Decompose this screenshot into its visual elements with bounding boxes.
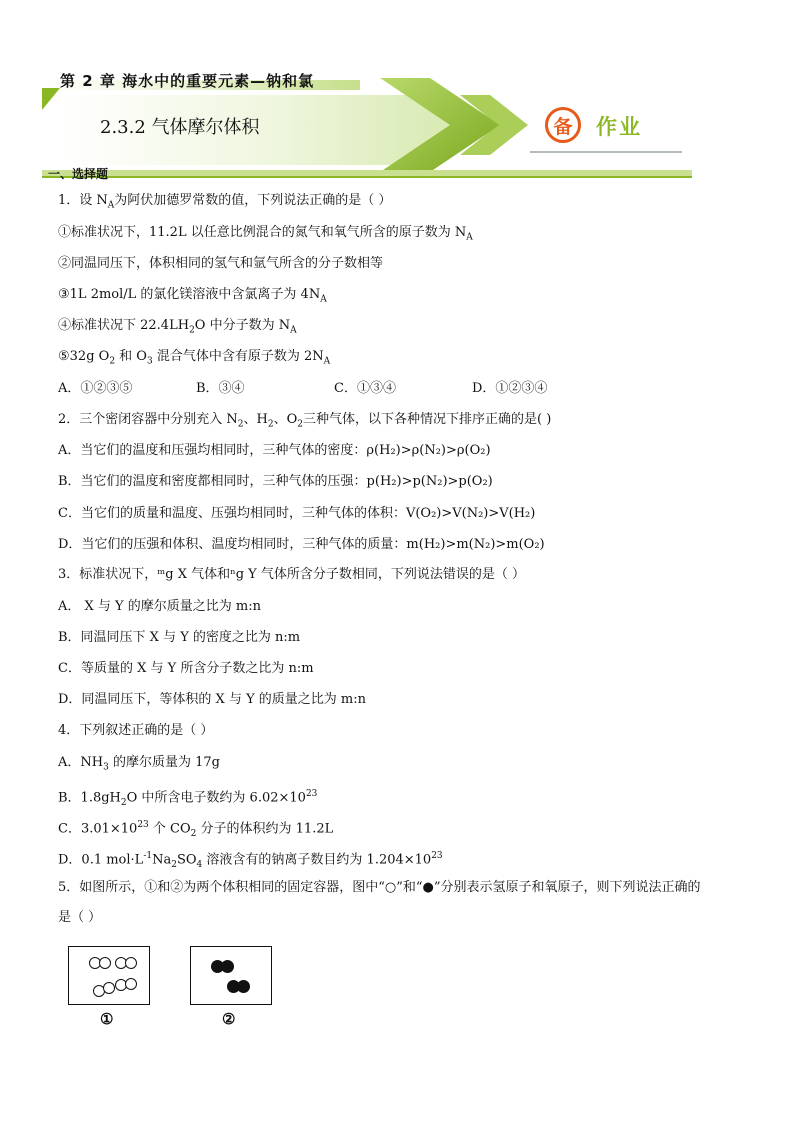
q2-option-b[interactable]: B．当它们的温度和密度都相同时，三种气体的压强：p(H₂)>p(N₂)>p(O₂) [58, 474, 493, 489]
q1-option-c[interactable]: C．①③④ [334, 381, 396, 396]
q4-option-d[interactable]: D．0.1 $mol\cdot L^{-1}Na_2SO_4$ 溶液含有的钠离子数目约为 $1.204\times 10^{23}$ [58, 851, 443, 870]
hydrogen-atom-icon [125, 978, 137, 990]
badge-circle-icon: 备 [545, 107, 581, 143]
q3-option-c[interactable]: C．等质量的 X 与 Y 所含分子数之比为 n:m [58, 661, 314, 676]
q5-stem-line1: 5．如图所示，①和②为两个体积相同的固定容器，图中“○”和“●”分别表示氢原子和氧原子，则下列说法正确的 [58, 880, 701, 895]
q3-option-b[interactable]: B．同温同压下 X 与 Y 的密度之比为 n:m [58, 630, 301, 645]
q1-statement-2: ②同温同压下，体积相同的氢气和氩气所含的分子数相等 [58, 256, 384, 271]
hydrogen-atom-icon [99, 957, 111, 969]
oxygen-atom-icon [237, 980, 250, 993]
hydrogen-atom-icon [103, 982, 115, 994]
q4-stem: 4．下列叙述正确的是（ ） [58, 723, 214, 738]
q3-option-a[interactable]: A． X 与 Y 的摩尔质量之比为 m:n [58, 599, 261, 614]
oxygen-atom-icon [221, 960, 234, 973]
container-2-label: ② [222, 1010, 236, 1028]
hydrogen-atom-icon [125, 957, 137, 969]
q4-option-a[interactable]: A．$NH_3$ 的摩尔质量为 17g [58, 755, 220, 773]
q1-statement-4: ④标准状况下 $22.4LH_2O$ 中分子数为 $N_A$ [58, 318, 297, 336]
q2-stem: 2．三个密闭容器中分别充入 $N_2$、$H_2$、$O_2$三种气体，以下各种情况下排序正确的是( ) [58, 412, 552, 430]
homework-badge [545, 107, 685, 145]
header-banner-graphic [0, 0, 794, 185]
badge-text: 作业 [596, 115, 642, 139]
section-title: 2.3.2 气体摩尔体积 [100, 117, 260, 138]
q4-option-b[interactable]: B．$1.8gH_2O$ 中所含电子数约为 $6.02\times 10^{23}$ [58, 789, 318, 808]
container-2-diagram [190, 946, 272, 1005]
container-1-diagram [68, 946, 150, 1005]
q2-option-d[interactable]: D．当它们的压强和体积、温度均相同时，三种气体的质量：m(H₂)>m(N₂)>m(O₂) [58, 537, 545, 552]
q5-stem-line2: 是（ ） [58, 910, 102, 925]
section-label: 一、选择题 [48, 167, 109, 181]
chapter-title: 第 2 章 海水中的重要元素—钠和氯 [60, 72, 315, 90]
q3-stem: 3．标准状况下，ᵐg X 气体和ⁿg Y 气体所含分子数相同，下列说法错误的是（ ） [58, 567, 526, 582]
q1-statement-5: ⑤32g $O_2$ 和 $O_3$ 混合气体中含有原子数为 $2N_A$ [58, 349, 331, 367]
q1-option-b[interactable]: B．③④ [196, 381, 245, 396]
q2-option-a[interactable]: A．当它们的温度和压强均相同时，三种气体的密度：ρ(H₂)>ρ(N₂)>ρ(O₂) [58, 443, 491, 458]
q1-statement-1: ①标准状况下，11.2L 以任意比例混合的氮气和氧气所含的原子数为 $N_A$ [58, 225, 473, 243]
q1-option-a[interactable]: A．①②③⑤ [58, 381, 133, 396]
q2-option-c[interactable]: C．当它们的质量和温度、压强均相同时，三种气体的体积：V(O₂)>V(N₂)>V(H₂) [58, 506, 536, 521]
q1-option-d[interactable]: D．①②③④ [472, 381, 548, 396]
q1-statement-3: ③1L 2mol/L 的氯化镁溶液中含氯离子为 $4N_A$ [58, 287, 327, 305]
q1-stem: 1．设 $N_A$为阿伏加德罗常数的值，下列说法正确的是（ ） [58, 193, 392, 211]
container-1-label: ① [100, 1010, 114, 1028]
q3-option-d[interactable]: D．同温同压下，等体积的 X 与 Y 的质量之比为 m:n [58, 692, 367, 707]
q4-option-c[interactable]: C．$3.01\times 10^{23}$ 个 $CO_2$ 分子的体积约为 11.2L [58, 820, 334, 839]
